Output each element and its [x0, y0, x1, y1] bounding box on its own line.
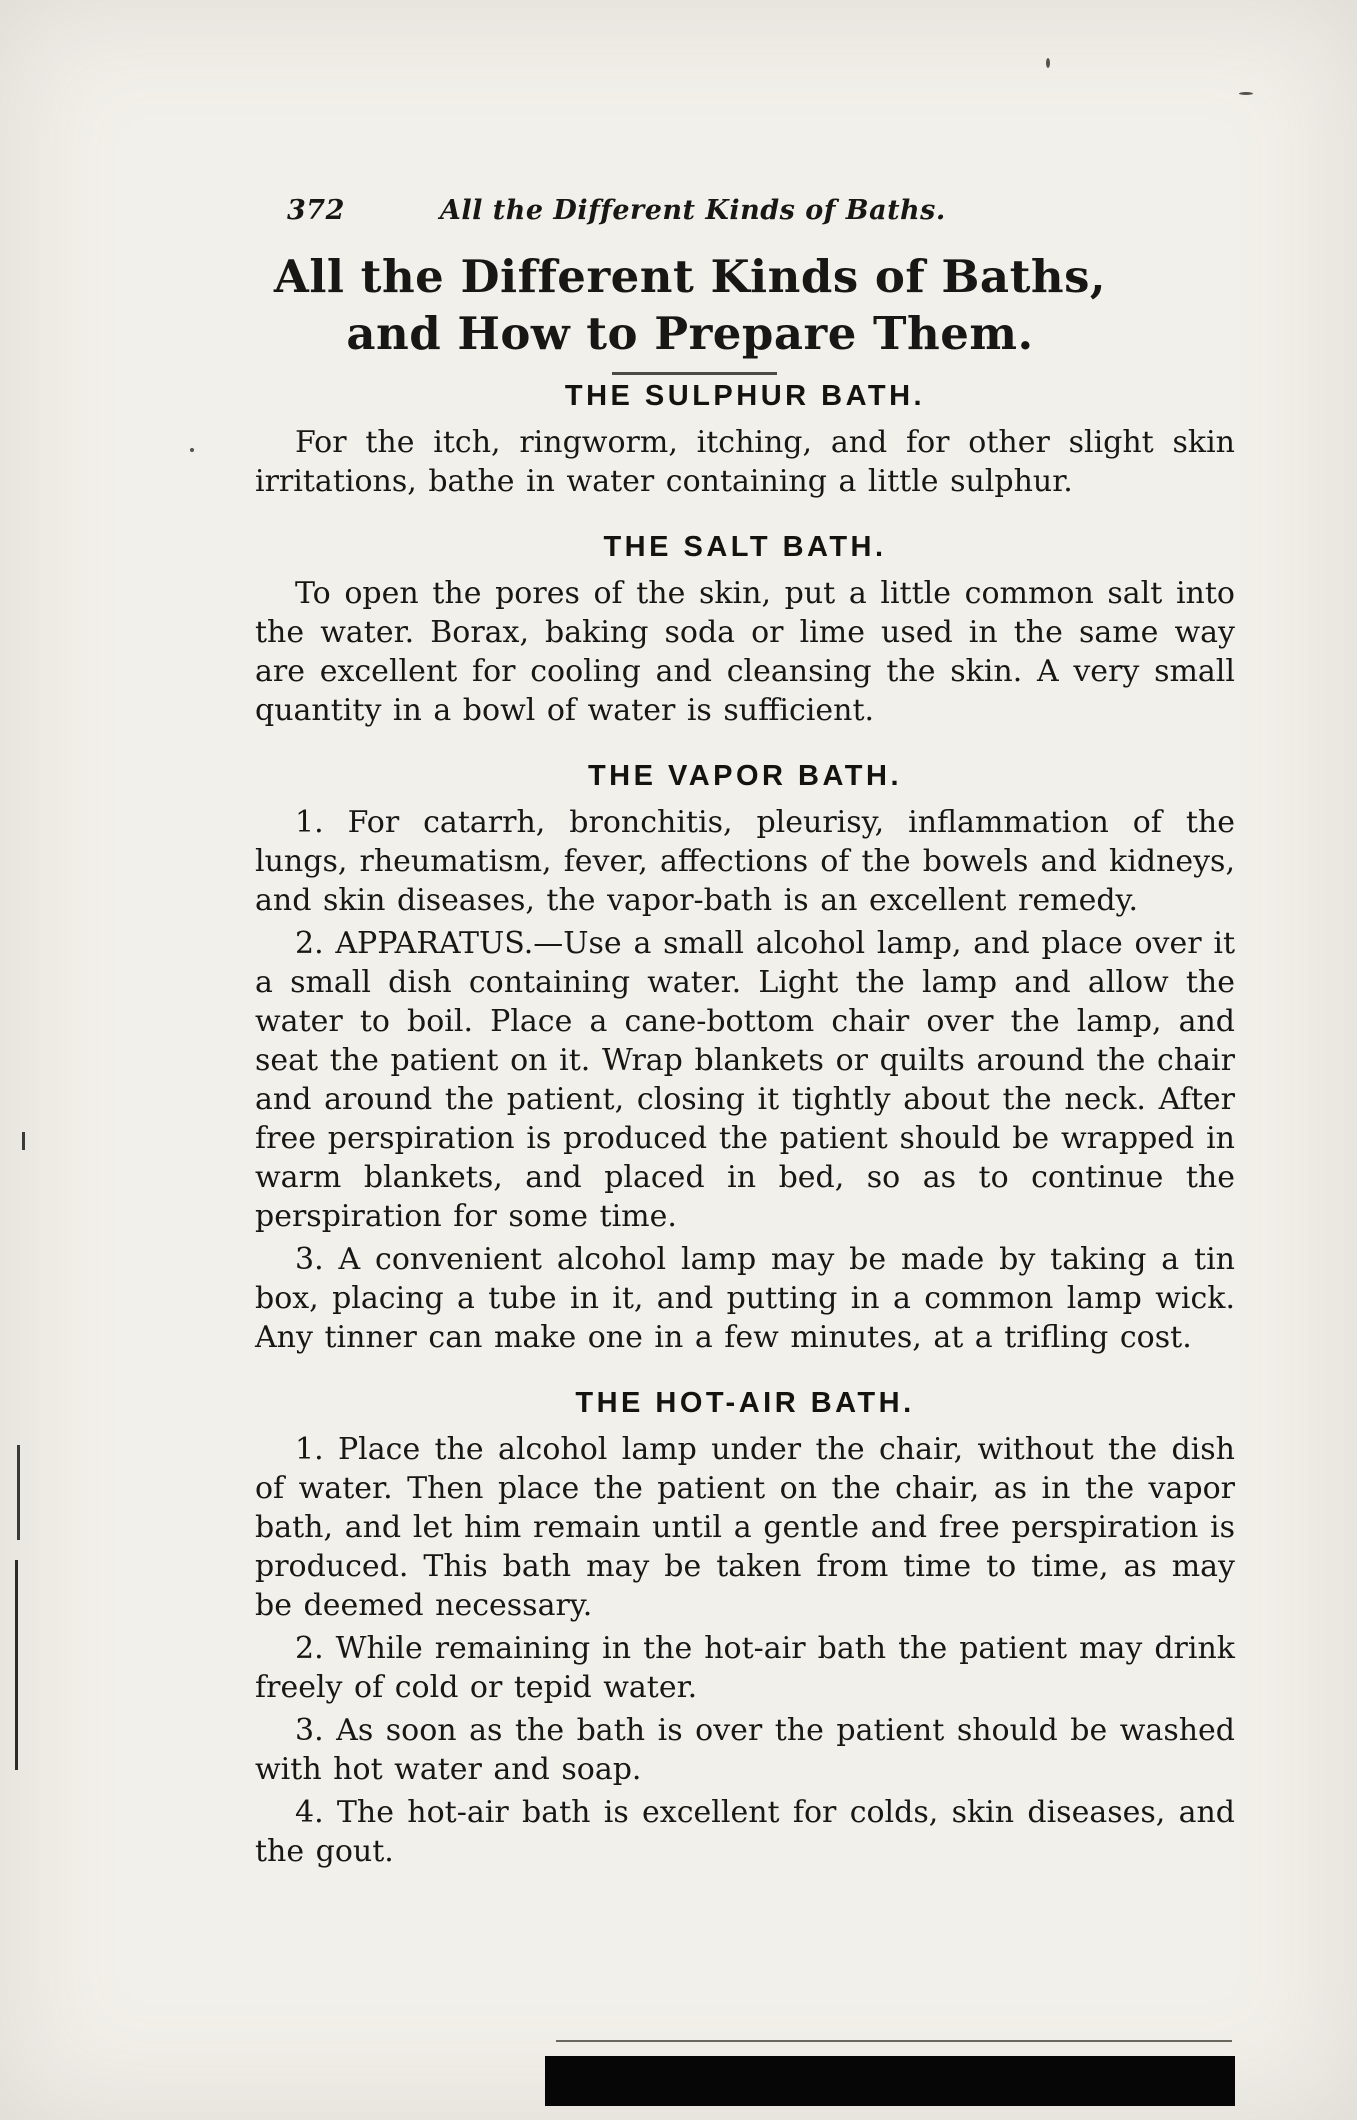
body-paragraph: 2. APPARATUS.—Use a small alcohol lamp, and place over it a small dish containing water. Light the lamp and allow the water to boil. Place a cane-bottom chair over the lamp, and seat the patient on it. Wrap blankets or quilts around the chair and around the patient, closing it tightly about the neck. After free perspiration is produced the patient should be wrapped in warm blankets, and placed in bed, so as to continue the perspiration for some time.	[255, 926, 1235, 1234]
section-heading-sulphur-bath: THE SULPHUR BATH.	[564, 380, 926, 412]
chapter-title	[255, 248, 1235, 362]
scan-speck	[1046, 58, 1050, 68]
scan-artifact-left-line-1	[17, 1445, 20, 1540]
body-paragraph: 3. A convenient alcohol lamp may be made by taking a tin box, placing a tube in it, and putting in a common lamp wick. Any tinner can make one in a few minutes, at a trifling cost.	[255, 1242, 1235, 1355]
text-column	[255, 195, 1235, 1875]
scan-artifact-left-tick	[22, 1132, 25, 1150]
body-paragraph: 1. Place the alcohol lamp under the chair, without the dish of water. Then place the patient on the chair, as in the vapor bath, and let him remain until a gentle and free perspiration is produced. This bath may be taken from time to time, as may be deemed necessary.	[255, 1432, 1235, 1623]
body-paragraph: 1. For catarrh, bronchitis, pleurisy, inflammation of the lungs, rheumatism, fever, affections of the bowels and kidneys, and skin diseases, the vapor-bath is an excellent remedy.	[255, 805, 1235, 918]
scan-speck	[1239, 92, 1253, 95]
section-heading-vapor-bath: THE VAPOR BATH.	[587, 760, 903, 792]
body-paragraph: 4. The hot-air bath is excellent for colds, skin diseases, and the gout.	[255, 1795, 1235, 1869]
page-number: 372	[287, 195, 345, 226]
body-paragraph: 3. As soon as the bath is over the patient should be washed with hot water and soap.	[255, 1713, 1235, 1787]
section-heading-hot-air-bath: THE HOT-AIR BATH.	[575, 1387, 915, 1419]
scan-artifact-left-line-2	[15, 1560, 18, 1770]
chapter-title-line-1: All the Different Kinds of Baths,	[273, 250, 1107, 303]
scan-speck	[190, 448, 194, 452]
body-paragraph: 2. While remaining in the hot-air bath the patient may drink freely of cold or tepid water.	[255, 1631, 1235, 1705]
body-paragraph: For the itch, ringworm, itching, and for other slight skin irritations, bathe in water containing a little sulphur.	[255, 425, 1235, 499]
chapter-title-line-2: and How to Prepare Them.	[346, 307, 1034, 360]
body-paragraph: To open the pores of the skin, put a little common salt into the water. Borax, baking soda or lime used in the same way are excellent for cooling and cleansing the skin. A very small quantity in a bowl of water is sufficient.	[255, 576, 1235, 728]
section-heading-salt-bath: THE SALT BATH.	[603, 531, 887, 563]
scan-artifact-bottom-bar	[545, 2056, 1235, 2106]
running-head: All the Different Kinds of Baths.	[439, 195, 946, 226]
scan-artifact-title-underline	[612, 372, 777, 375]
scan-artifact-bottom-rule	[556, 2040, 1232, 2042]
running-head-row	[255, 195, 1235, 226]
